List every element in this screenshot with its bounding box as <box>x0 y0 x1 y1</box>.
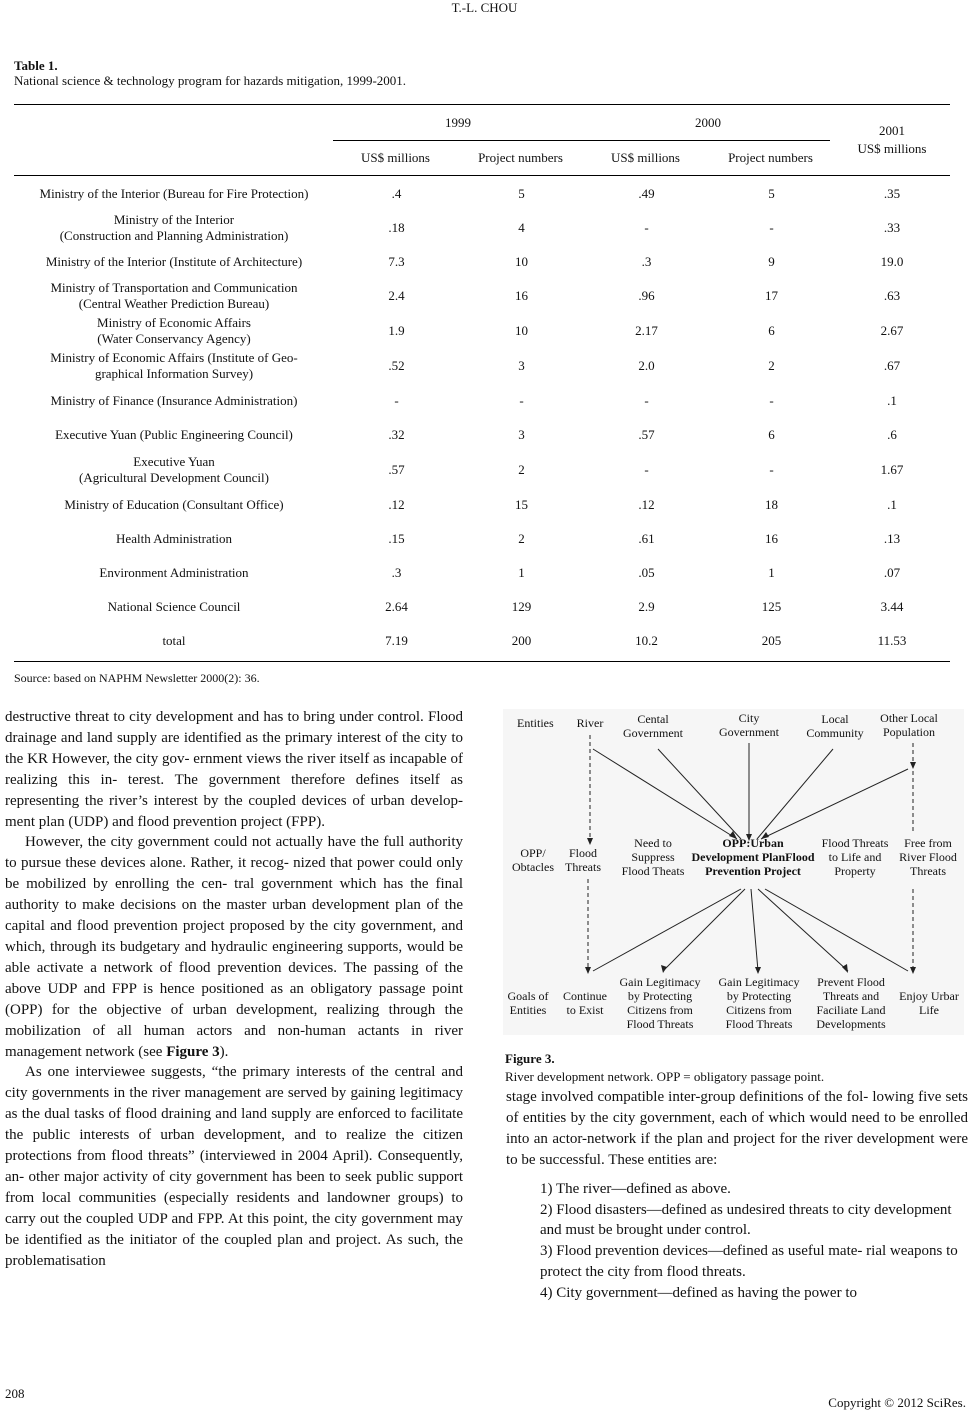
table-row <box>14 246 950 278</box>
label-goals-of-entities: Goals of Entities <box>507 989 549 1017</box>
row-label-line: Executive Yuan <box>133 454 215 469</box>
table-cell: 205 <box>761 633 782 648</box>
table-cell: 11.53 <box>877 633 907 648</box>
header-1999-projects: Project numbers <box>478 150 563 165</box>
row-label <box>14 210 334 246</box>
table-cell: .57 <box>388 462 405 477</box>
arrowheads-top <box>587 762 916 845</box>
table-cell: - <box>519 393 524 408</box>
node-other-local-population: Other Local Population <box>880 711 938 739</box>
table-cell: - <box>769 393 774 408</box>
list-item: 3) Flood prevention devices—defined as useful mate- rial weapons to protect the city from flood threats. <box>540 1243 958 1281</box>
table-cell: 16 <box>765 531 778 546</box>
header-2000-usd: US$ millions <box>611 150 680 165</box>
table-caption: National science & technology program for hazards mitigation, 1999-2001. <box>14 73 407 88</box>
row-label-line: Ministry of the Interior <box>113 212 235 227</box>
table-cell: 200 <box>511 633 532 648</box>
table-cell: 2 <box>518 531 525 546</box>
table-cell: 129 <box>511 599 532 614</box>
row-label <box>14 590 334 624</box>
row-label-line: total <box>162 633 186 648</box>
list-item: 4) City government—defined as having the power to <box>540 1285 858 1302</box>
header-year-1999: 1999 <box>445 115 471 130</box>
solid-connectors-bottom <box>593 889 908 971</box>
table-cell: .1 <box>887 393 897 408</box>
node-free-from-floods: Free from River Flood Threats <box>899 836 957 878</box>
body-paragraph: destructive threat to city development and has to bring under control. Flood drainage and land supply are identified as the primary interest of the city to the KR However, the city gov- ernment views the river itself as incapable of realizing this in- terest. The government therefore defines itself as representing the river’s interest by the coupled devices of urban develop- ment plan (UDP) and flood prevention project (FPP). <box>5 709 463 830</box>
table-cell: .3 <box>641 254 652 269</box>
figure-reference-link[interactable]: Figure 3 <box>166 1043 220 1060</box>
row-label-line: Environment Administration <box>99 565 249 580</box>
table-cell: .3 <box>391 565 402 580</box>
table-cell: 16 <box>515 288 528 303</box>
node-opp-urban-development: OPP:Urban Development PlanFlood Prevention Project <box>691 836 815 878</box>
row-label-line: Ministry of Finance (Insurance Administration) <box>50 393 298 408</box>
table-cell: 5 <box>518 186 525 201</box>
table-row <box>14 348 950 384</box>
row-label-line: National Science Council <box>107 599 241 614</box>
table-row <box>14 556 950 590</box>
network-diagram-svg <box>503 709 964 1035</box>
table-cell: 2.9 <box>638 599 655 614</box>
dashed-connectors-bottom <box>588 879 913 971</box>
row-label <box>14 178 334 210</box>
table-cell: .12 <box>638 497 655 512</box>
table-cell: 15 <box>515 497 528 512</box>
table-row <box>14 522 950 556</box>
label-opp-obstacles: OPP/ Obtacles <box>512 846 554 874</box>
label-river: River <box>576 716 604 730</box>
table-cell: .63 <box>883 288 901 303</box>
table-row <box>14 178 950 210</box>
table-cell: .52 <box>388 358 405 373</box>
table-row <box>14 384 950 418</box>
table-cell: .07 <box>883 565 901 580</box>
header-2000-projects: Project numbers <box>728 150 813 165</box>
table-cell: - <box>644 220 649 235</box>
table-cell: .13 <box>883 531 901 546</box>
row-label <box>14 452 334 488</box>
running-head: T.-L. CHOU <box>451 0 518 15</box>
row-label <box>14 522 334 556</box>
list-item: 1) The river—defined as above. <box>540 1180 731 1197</box>
node-local-community: Local Community <box>806 712 864 740</box>
table-cell: 4 <box>518 220 525 235</box>
row-label-line: Ministry of Economic Affairs (Institute of Geo- <box>50 350 298 365</box>
row-label <box>14 314 334 348</box>
row-label-line: (Water Conservancy Agency) <box>97 331 251 346</box>
label-entities: Entities <box>517 716 554 730</box>
list-item: 2) Flood disasters—defined as undesired threats to city development and must be brought under control. <box>540 1201 952 1239</box>
table-cell: 10 <box>515 323 528 338</box>
row-label-line: Health Administration <box>116 531 232 546</box>
header-year-2001: 2001 <box>879 123 905 138</box>
table-cell: .96 <box>638 288 655 303</box>
table-cell: 10 <box>515 254 528 269</box>
node-central-government: Cental Government <box>623 712 683 740</box>
row-label-line: Ministry of Economic Affairs <box>97 315 251 330</box>
table-cell: .67 <box>883 358 901 373</box>
data-table <box>14 178 950 658</box>
table-cell: .61 <box>638 531 655 546</box>
table-cell: - <box>644 393 649 408</box>
table-cell: 18 <box>765 497 778 512</box>
table-cell: 2.67 <box>880 323 904 338</box>
table-cell: 3 <box>518 358 525 373</box>
table-cell: .57 <box>638 427 655 442</box>
table-cell: 7.19 <box>385 633 408 648</box>
table-row <box>14 452 950 488</box>
table-source-note: Source: based on NAPHM Newsletter 2000(2): 36. <box>14 671 260 685</box>
page-number: 208 <box>5 1386 25 1401</box>
table-cell: .15 <box>388 531 405 546</box>
row-label-line: (Construction and Planning Administration) <box>59 228 289 243</box>
table-cell: - <box>394 393 399 408</box>
header-2001-usd: US$ millions <box>857 141 927 156</box>
header-year-2000: 2000 <box>695 115 721 130</box>
table-row <box>14 314 950 348</box>
table-cell: 19.0 <box>880 254 904 269</box>
row-label-line: graphical Information Survey) <box>94 366 254 381</box>
node-continue-to-exist: Continue to Exist <box>563 989 607 1017</box>
table-cell: 2.0 <box>638 358 655 373</box>
table-cell: .33 <box>883 220 901 235</box>
table-cell: 2.17 <box>635 323 658 338</box>
table-cell: 10.2 <box>635 633 658 648</box>
copyright-notice: Copyright © 2012 SciRes. <box>828 1395 966 1410</box>
table-cell: 9 <box>768 254 775 269</box>
table-cell: .4 <box>391 186 402 201</box>
table-cell: .49 <box>638 186 655 201</box>
node-city-government: City Government <box>719 711 779 739</box>
right-column <box>506 1087 968 1304</box>
table-cell: 6 <box>768 427 775 442</box>
row-label-line: Ministry of Education (Consultant Office) <box>64 497 284 512</box>
node-prevent-flood-threats: Prevent Flood Threats and Faciliate Land Developments <box>816 975 886 1031</box>
row-label-line: Executive Yuan (Public Engineering Council) <box>55 427 293 442</box>
row-label-line: Ministry of Transportation and Communication <box>50 280 298 295</box>
row-label <box>14 246 334 278</box>
node-need-to-suppress: Need to Suppress Flood Theats <box>621 836 685 878</box>
table-label: Table 1. <box>14 58 58 73</box>
left-column <box>5 707 463 1271</box>
paragraph-text-end: ). <box>219 1043 229 1060</box>
header-1999-usd: US$ millions <box>361 150 430 165</box>
row-label <box>14 278 334 314</box>
row-label-line: Ministry of the Interior (Institute of Architecture) <box>45 254 303 269</box>
table-top-rule <box>14 104 950 105</box>
figure-label: Figure 3. <box>505 1051 555 1066</box>
row-label <box>14 624 334 658</box>
table-cell: 3 <box>518 427 525 442</box>
table-cell: 7.3 <box>388 254 405 269</box>
node-enjoy-urban-life: Enjoy Urbar Life <box>899 989 959 1017</box>
table-cell: - <box>769 220 774 235</box>
row-label-line: Ministry of the Interior (Bureau for Fire Protection) <box>39 186 309 201</box>
table-cell: .12 <box>388 497 405 512</box>
table-cell: 3.44 <box>880 599 904 614</box>
figure-caption: River development network. OPP = obligatory passage point. <box>505 1069 825 1084</box>
table-cell: .35 <box>883 186 901 201</box>
table-row <box>14 624 950 658</box>
table-cell: 5 <box>768 186 775 201</box>
node-flood-threats: Flood Threats <box>565 846 601 874</box>
table-cell: 2.64 <box>385 599 408 614</box>
year-header-rule <box>333 140 830 141</box>
table-cell: 2 <box>518 462 525 477</box>
row-label <box>14 556 334 590</box>
table-cell: 17 <box>765 288 778 303</box>
table-cell: - <box>644 462 649 477</box>
paragraph-text: However, the city government could not actually have the full authority to pursue these devices alone. Rather, it recog- nized that power could only be mobilized by enrolling the cen- tral government which has the final authority to make decisions on the master urban development plan of the capital and flood prevention project proposed by the city government, and which, through its budgetary and hydraulic engineering supports, would be able activate a network of flood prevention devices. The passing of the above UDP and FPP is hence positioned as an obligatory passage point (OPP) for the objective of urban development, realizing through the mobilization of all human actors and non-human actants in river management network (see <box>5 834 463 1060</box>
solid-connectors-top <box>593 743 908 839</box>
row-label <box>14 348 334 384</box>
table-cell: 125 <box>761 599 782 614</box>
table-row <box>14 210 950 246</box>
table-cell: 6 <box>768 323 775 338</box>
table-cell: .1 <box>887 497 897 512</box>
table-row <box>14 278 950 314</box>
table-cell: - <box>769 462 774 477</box>
row-label <box>14 384 334 418</box>
body-paragraph: As one interviewee suggests, “the primary interests of the central and city governments in the river management are served by gaining legitimacy as the dual tasks of flood draining and land supply are enforced to facilitate the public interests of urban development, and to realize the citizen protections from flood threats” (interviewed in 2004 April). Consequently, an- other major activity of city government has been to seek public support from local communities (especially residents and landowner groups) to carry out the coupled UDP and FPP. At this point, the city government may be identified as the initiator of the coupled plan and project. As such, the problematisation <box>5 1064 463 1269</box>
table-cell: 1.67 <box>880 462 904 477</box>
table-header-rule <box>14 175 950 176</box>
table-cell: 1 <box>518 565 525 580</box>
row-label <box>14 418 334 452</box>
row-label <box>14 488 334 522</box>
node-gain-legitimacy-city: Gain Legitimacy by Protecting Citizens from Flood Threats <box>718 975 800 1031</box>
table-bottom-rule <box>14 661 950 662</box>
table-row <box>14 488 950 522</box>
node-gain-legitimacy-central: Gain Legitimacy by Protecting Citizens from Flood Threats <box>619 975 701 1031</box>
dashed-connectors-top <box>590 735 913 842</box>
table-cell: 1.9 <box>388 323 405 338</box>
table-row <box>14 418 950 452</box>
table-row <box>14 590 950 624</box>
body-paragraph: stage involved compatible inter-group definitions of the fol- lowing five sets of entities by the city government, each of which would need to be enrolled into an actor-network if the plan and project for the river development were to be successful. These entities are: <box>506 1089 968 1168</box>
arrowheads-bottom <box>585 964 916 974</box>
table-cell: .18 <box>388 220 405 235</box>
table-cell: .32 <box>388 427 405 442</box>
table-cell: .05 <box>638 565 655 580</box>
table-cell: 1 <box>768 565 775 580</box>
body-paragraph <box>5 832 463 1062</box>
table-cell: .6 <box>887 427 897 442</box>
row-label-line: (Central Weather Prediction Bureau) <box>78 296 270 311</box>
node-flood-threats-life: Flood Threats to Life and Property <box>821 836 889 878</box>
table-cell: 2 <box>768 358 775 373</box>
figure-3-diagram <box>503 709 964 1035</box>
table-cell: 2.4 <box>388 288 405 303</box>
row-label-line: (Agricultural Development Council) <box>79 470 269 485</box>
